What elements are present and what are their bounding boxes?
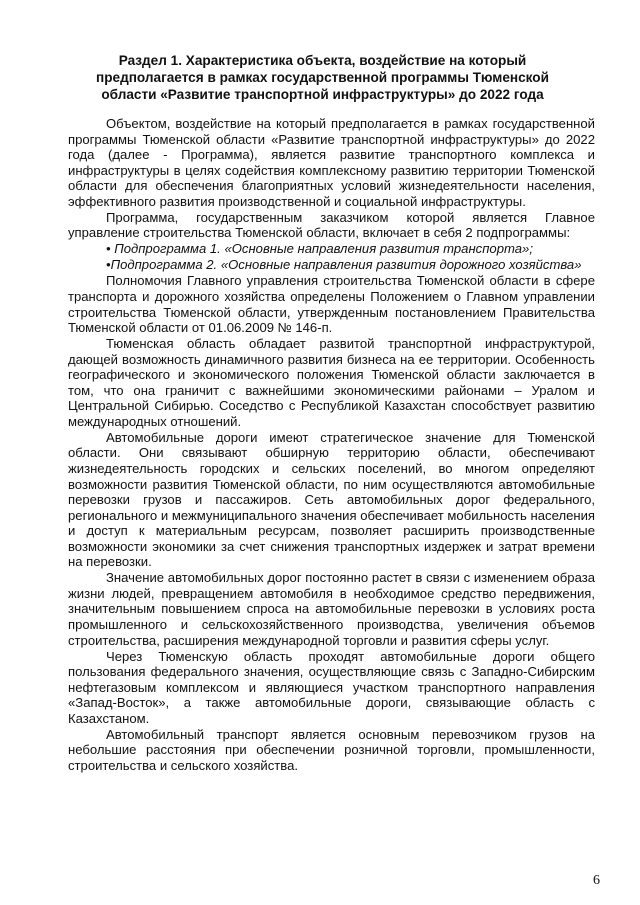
- paragraph-roads-growth: Значение автомобильных дорог постоянно растет в связи с изменением образа жизни людей, превращением автомобиля в необходимое средство передвижения, значительным повышением спроса на автомобильные перевозки в условиях роста промышленного и сельскохозяйственного производства, увеличения объемов строительства, расширения международной торговли и развития сферы услуг.: [68, 570, 595, 648]
- list-item-subprogram-2: •Подпрограмма 2. «Основные направления развития дорожного хозяйства»: [106, 257, 582, 273]
- paragraph-roads-importance: Автомобильные дороги имеют стратегическое значение для Тюменской области. Они связывают обширную территорию области, обеспечивают жизнедеятельность городских и сельских поселений, во многом определяют возможности развития Тюменской области, по ним осуществляются автомобильные перевозки грузов и пассажиров. Сеть автомобильных дорог федерального, регионального и межмуниципального значения обеспечивает мобильность населения и доступ к материальным ресурсам, позволяет расширить производственные возможности экономики за счет снижения транспортных издержек и затрат времени на перевозки.: [68, 429, 595, 570]
- paragraph-authority: Полномочия Главного управления строительства Тюменской области в сфере транспорта и дорожного хозяйства определены Положением о Главном управлении строительства Тюменской области, утвержденным постановлением Правительства Тюменской области от 01.06.2009 № 146-п.: [68, 273, 595, 336]
- paragraph-object-description: Объектом, воздействие на который предполагается в рамках государственной программы Тюменской области «Развитие транспортной инфраструктуры» до 2022 года (далее - Программа), является развитие транспортного комплекса и инфраструктуры в целях содействия комплексному развитию территории Тюменской области для обеспечения благоприятных условий жизнедеятельности населения, эффективного развития производственной и социальной инфраструктуры.: [68, 116, 595, 209]
- body-text: [68, 116, 595, 773]
- paragraph-program-customer: Программа, государственным заказчиком которой является Главное управление строительства Тюменской области, включает в себя 2 подпрограммы:: [68, 209, 595, 241]
- paragraph-federal-roads: Через Тюменскую область проходят автомобильные дороги общего пользования федерального значения, осуществляющие связь с Западно-Сибирским нефтегазовым комплексом и являющиеся участком транспортного направления «Запад-Восток», а также автомобильные дороги, связывающие область с Казахстаном.: [68, 648, 595, 726]
- paragraph-region-infrastructure: Тюменская область обладает развитой транспортной инфраструктурой, дающей возможность динамичного развития бизнеса на ее территории. Особенность географического и экономического положения Тюменской области заключается в том, что она граничит с важнейшими экономическими районами – Уралом и Центральной Сибирью. Соседство с Республикой Казахстан способствует развитию международных отношений.: [68, 336, 595, 429]
- paragraph-road-transport: Автомобильный транспорт является основным перевозчиком грузов на небольшие расстояния при обеспечении розничной торговли, промышленности, строительства и сельского хозяйства.: [68, 726, 595, 773]
- list-item-subprogram-1: • Подпрограмма 1. «Основные направления развития транспорта»;: [106, 241, 533, 257]
- section-title: Раздел 1. Характеристика объекта, воздействие на который предполагается в рамках государственной программы Тюменской области «Развитие транспортной инфраструктуры» до 2022 года: [96, 53, 549, 102]
- page-number: 6: [593, 873, 600, 888]
